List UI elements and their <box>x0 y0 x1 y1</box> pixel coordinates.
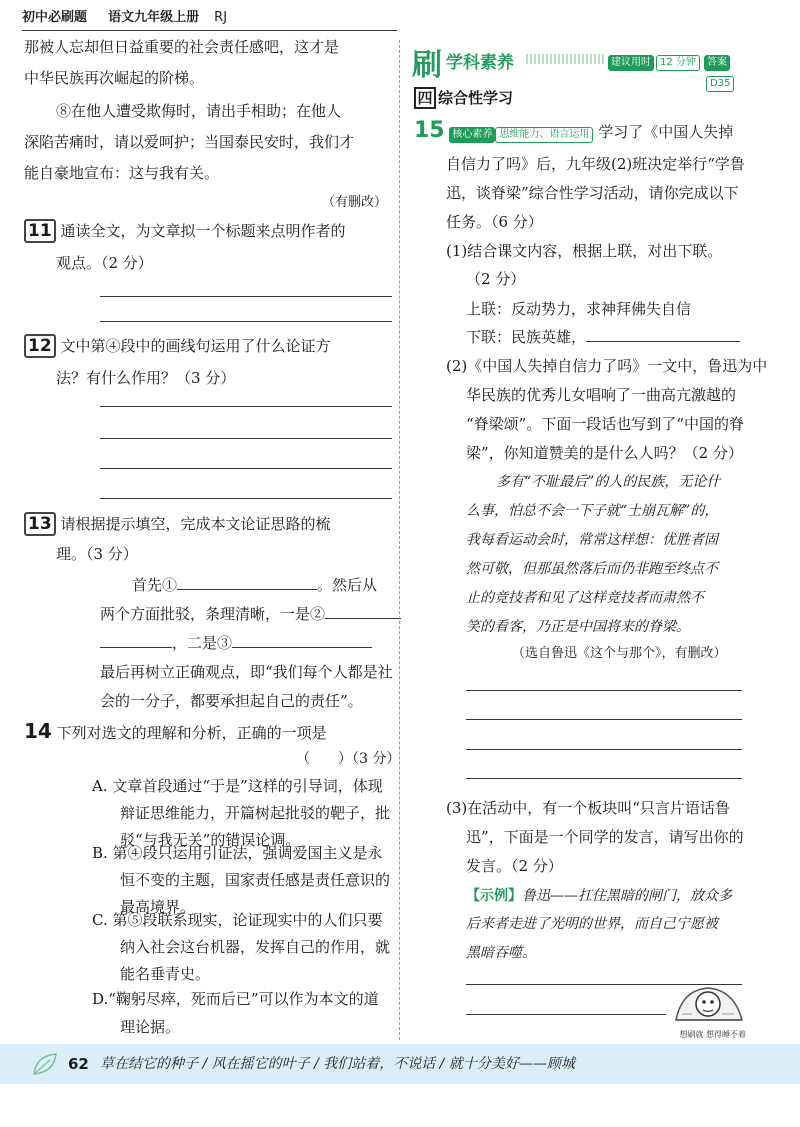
passage-line: ⑧在他人遭受欺侮时，请出手相助；在他人 <box>56 102 342 120</box>
blank-3[interactable] <box>232 631 372 648</box>
quote-source: （选自鲁迅《这个与那个》，有删改） <box>512 646 727 661</box>
lower-couplet: 下联：民族英雄， <box>466 324 740 350</box>
option-a: A. 文章首段通过“于是”这样的引导词，体现 <box>92 777 383 795</box>
section-title: 学科素养 <box>446 53 514 73</box>
question-text: 下列对选文的理解和分析，正确的一项是 <box>56 724 327 742</box>
page-header <box>22 8 227 28</box>
mascot-sticker <box>672 980 746 1038</box>
passage-line: 能自豪地宣布：这与我有关。 <box>24 164 220 182</box>
option-b-cont: 最高境界。 <box>120 898 196 916</box>
question-text: 法？有什么作用？（3 分） <box>56 369 236 387</box>
subquestion-1: (1)结合课文内容，根据上联，对出下联。 <box>446 242 723 260</box>
couplet-blank[interactable] <box>586 325 740 342</box>
subquestion-3: (3)在活动中，有一个板块叫“只言片语话鲁 <box>446 799 730 817</box>
blank-2[interactable] <box>325 602 401 619</box>
brand-mark: 刷 <box>412 48 442 83</box>
answer-line[interactable] <box>100 321 392 322</box>
question-text: 迅，谈脊梁”综合性学习活动，请你完成以下 <box>446 184 739 202</box>
fill-line: 两个方面批驳，条理清晰，一是② <box>100 601 401 627</box>
quote-line: 然可敬，但那虽然落后而仍非跑至终点不 <box>466 561 718 577</box>
option-c-cont: 能名垂青史。 <box>120 965 211 983</box>
passage-line: 中华民族再次崛起的阶梯。 <box>24 69 205 87</box>
answer-line[interactable] <box>466 749 742 750</box>
part-number: 四 <box>414 87 436 109</box>
answer-line[interactable] <box>100 468 392 469</box>
passage-line: 那被人忘却但日益重要的社会责任感吧，这才是 <box>24 38 340 56</box>
column-divider <box>399 40 400 1040</box>
leaf-icon <box>30 1050 60 1078</box>
quote-line: 笑的看客，乃正是中国将来的脊梁。 <box>466 619 690 635</box>
question-text: 任务。（6 分） <box>446 213 543 231</box>
footer-poem: 草在结它的种子 / 风在摇它的叶子 / 我们站着，不说话 / 就十分美好——顾城 <box>100 1056 575 1072</box>
grade-title: 语文九年级上册 <box>108 10 200 25</box>
quote-line: 我每看运动会时，常常这样想：优胜者固 <box>466 532 718 548</box>
quote-line: 么事，怕总不会一下子就“土崩瓦解”的， <box>466 503 719 519</box>
question-13 <box>24 511 330 537</box>
answer-line[interactable] <box>466 1014 666 1015</box>
question-number: 13 <box>24 512 56 536</box>
part-heading <box>414 86 513 110</box>
question-text: 观点。（2 分） <box>56 254 153 272</box>
subquestion-1-cont: （2 分） <box>466 270 526 288</box>
option-a-cont: 驳“与我无关”的错误论调。 <box>120 831 301 849</box>
subquestion-2-cont: “脊梁颂”。下面一段话也写到了“中国的脊 <box>466 415 745 433</box>
fill-line: 会的一分子，都要承担起自己的责任”。 <box>100 692 363 710</box>
answer-line[interactable] <box>100 438 392 439</box>
option-d-line-cont: 理论据。 <box>120 1018 181 1036</box>
subquestion-3-cont: 迅”，下面是一个同学的发言，请写出你的 <box>466 828 744 846</box>
question-text: 请根据提示填空，完成本文论证思路的梳 <box>60 515 331 533</box>
time-label: 建议用时 12 分钟 <box>608 50 700 71</box>
answer-line[interactable] <box>100 498 392 499</box>
header-rule <box>22 30 397 31</box>
question-text: 学习了《中国人失掉 <box>598 123 734 141</box>
banner-stripes <box>526 54 606 64</box>
question-15 <box>414 118 733 145</box>
fill-line: ，二是③ <box>100 630 372 656</box>
page-number: 62 <box>68 1055 89 1073</box>
option-b: B. 第④段只运用引证法，强调爱国主义是永 <box>92 844 383 862</box>
sticker-caption: 想刷就 想得睡不着 <box>679 1030 746 1039</box>
question-number: 11 <box>24 219 56 243</box>
skill-tag: 思维能力、语言运用 <box>495 127 593 143</box>
sleeping-mascot-icon <box>672 980 746 1026</box>
question-11 <box>24 218 345 244</box>
question-14 <box>24 718 327 746</box>
section-banner <box>412 44 752 89</box>
upper-couplet: 上联：反动势力，求神拜佛失自信 <box>466 300 692 318</box>
example-line: 后来者走进了光明的世界，而自己宁愿被 <box>466 916 718 932</box>
question-text: 理。（3 分） <box>56 545 138 563</box>
fill-line: 最后再树立正确观点，即“我们每个人都是社 <box>100 663 393 681</box>
question-text: 通读全文，为文章拟一个标题来点明作者的 <box>60 222 346 240</box>
answer-paren[interactable]: （ ）（3 分） <box>296 751 401 767</box>
question-12 <box>24 333 330 359</box>
page-footer <box>0 1044 800 1084</box>
answer-line[interactable] <box>466 719 742 720</box>
answer-line[interactable] <box>100 406 392 407</box>
subquestion-2-cont: 华民族的优秀儿女唱响了一曲高亢激越的 <box>466 386 737 404</box>
answer-line[interactable] <box>100 296 392 297</box>
subquestion-2: (2)《中国人失掉自信力了吗》一文中，鲁迅为中 <box>446 357 768 375</box>
answer-line[interactable] <box>466 778 742 779</box>
fill-line: 首先① 。然后从 <box>132 572 377 598</box>
question-text: 文中第④段中的画线句运用了什么论证方 <box>60 337 331 355</box>
option-b-cont: 恒不变的主题，国家责任感是责任意识的 <box>120 871 391 889</box>
source-note: （有删改） <box>322 195 388 210</box>
quote-line: 多有“不耻最后”的人的民族，无论什 <box>496 474 721 490</box>
answer-line[interactable] <box>466 690 742 691</box>
question-number: 12 <box>24 334 56 358</box>
example-line: 黑暗吞噬。 <box>466 945 536 961</box>
option-d-line: D.“鞠躬尽瘁，死而后已”可以作为本文的道 <box>92 990 379 1008</box>
edition-label: RJ <box>214 10 228 25</box>
example-label: 【示例】 <box>466 888 522 904</box>
core-tag: 核心素养 <box>449 127 495 143</box>
question-text: 自信力了吗》后，九年级(2)班决定举行“学鲁 <box>446 155 745 173</box>
part-title: 综合性学习 <box>438 89 514 107</box>
book-title: 初中必刷题 <box>22 10 88 25</box>
option-c-cont: 纳入社会这台机器，发挥自己的作用，就 <box>120 938 391 956</box>
blank-1[interactable] <box>177 573 317 590</box>
option-c: C. 第⑤段联系现实，论证现实中的人们只要 <box>92 911 383 929</box>
answer-ref: 答案D35 <box>704 50 752 92</box>
subquestion-2-cont: 梁”，你知道赞美的是什么人吗？（2 分） <box>466 444 743 462</box>
example-line: 【示例】鲁迅——扛住黑暗的闸门，放众多 <box>466 888 732 904</box>
option-a-cont: 辩证思维能力，开篇树起批驳的靶子，批 <box>120 804 391 822</box>
subquestion-3-cont: 发言。（2 分） <box>466 857 563 875</box>
blank-2-cont[interactable] <box>100 631 172 648</box>
question-number: 14 <box>24 719 52 743</box>
quote-line: 止的竞技者和见了这样竞技者而肃然不 <box>466 590 704 606</box>
question-number: 15 <box>414 118 445 143</box>
passage-line: 深陷苦痛时，请以爱呵护；当国泰民安时，我们才 <box>24 133 355 151</box>
